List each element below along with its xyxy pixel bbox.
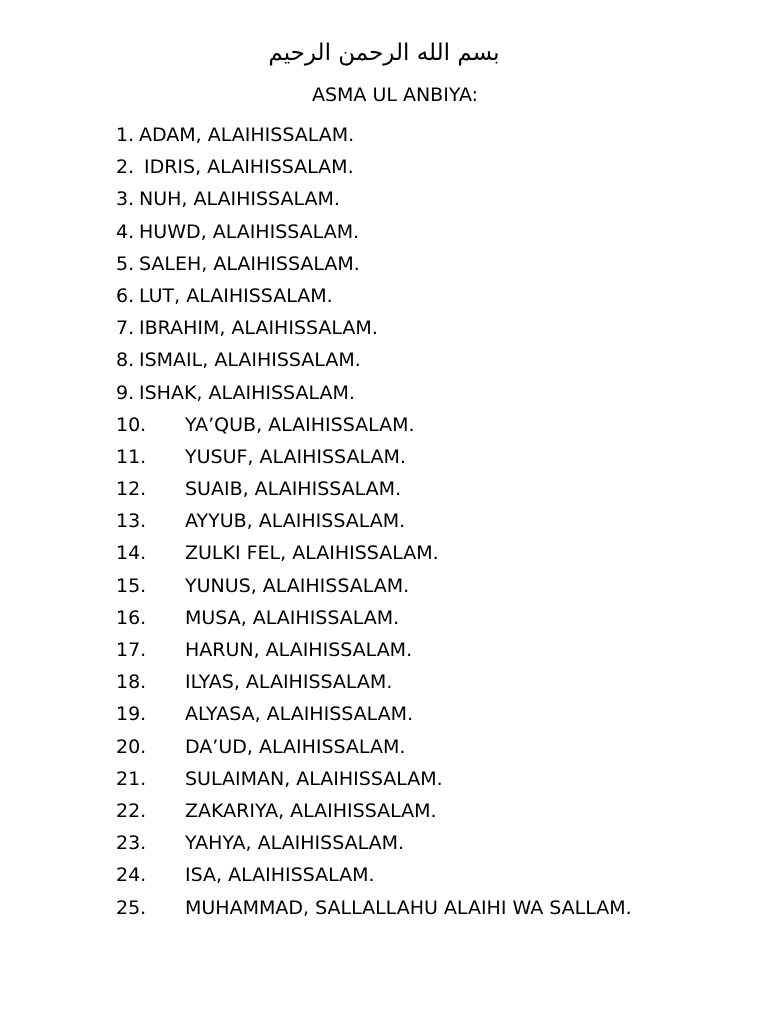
item-text: MUSA, ALAIHISSALAM. (185, 606, 400, 629)
bismillah-heading: بسم الله الرحمن الرحيم (268, 40, 500, 66)
item-number: 1. (116, 124, 135, 146)
item-number: 12. (116, 478, 147, 501)
item-text: ZULKI FEL, ALAIHISSALAM. (185, 542, 439, 565)
item-number: 2. (116, 156, 135, 179)
item-number: 13. (116, 510, 147, 533)
item-number: 21. (116, 767, 147, 790)
item-text: YUSUF, ALAIHISSALAM. (185, 445, 406, 468)
item-text: ISMAIL, ALAIHISSALAM. (139, 349, 361, 372)
item-text: IBRAHIM, ALAIHISSALAM. (139, 317, 378, 340)
item-number: 14. (116, 542, 147, 565)
item-text: ISA, ALAIHISSALAM. (185, 864, 375, 887)
item-number: 8. (116, 349, 135, 372)
item-text: AYYUB, ALAIHISSALAM. (185, 510, 406, 533)
item-text: MUHAMMAD, SALLALLAHU ALAIHI WA SALLAM. (185, 896, 632, 919)
item-number: 6. (116, 284, 135, 307)
item-text: SALEH, ALAIHISSALAM. (139, 252, 360, 275)
item-number: 16. (116, 606, 147, 629)
item-text: SUAIB, ALAIHISSALAM. (185, 478, 402, 501)
item-text: ALYASA, ALAIHISSALAM. (185, 703, 414, 726)
item-text: DA’UD, ALAIHISSALAM. (185, 735, 406, 758)
item-text: NUH, ALAIHISSALAM. (139, 188, 340, 211)
item-number: 19. (116, 703, 147, 726)
item-number: 20. (116, 735, 147, 758)
item-number: 7. (116, 317, 135, 340)
item-text: ZAKARIYA, ALAIHISSALAM. (185, 799, 437, 822)
item-number: 11. (116, 445, 147, 468)
item-text: HARUN, ALAIHISSALAM. (185, 639, 413, 661)
item-number: 10. (116, 413, 147, 436)
item-text: YA’QUB, ALAIHISSALAM. (185, 413, 415, 436)
item-text: YUNUS, ALAIHISSALAM. (185, 574, 410, 597)
item-number: 4. (116, 220, 135, 243)
item-number: 22. (116, 799, 147, 822)
item-text: SULAIMAN, ALAIHISSALAM. (185, 767, 443, 790)
item-text: ADAM, ALAIHISSALAM. (139, 124, 355, 146)
item-text: ISHAK, ALAIHISSALAM. (139, 381, 355, 404)
item-text: HUWD, ALAIHISSALAM. (139, 220, 360, 243)
item-number: 25. (116, 896, 147, 919)
item-number: 15. (116, 574, 147, 597)
item-number: 9. (116, 381, 135, 404)
item-number: 17. (116, 639, 147, 661)
page-title: ASMA UL ANBIYA: (311, 84, 479, 106)
item-number: 5. (116, 252, 135, 275)
item-number: 23. (116, 832, 147, 855)
item-text: IDRIS, ALAIHISSALAM. (144, 156, 354, 179)
item-number: 18. (116, 671, 147, 694)
item-number: 3. (116, 188, 135, 211)
item-text: ILYAS, ALAIHISSALAM. (185, 671, 393, 694)
item-text: LUT, ALAIHISSALAM. (139, 284, 333, 307)
item-number: 24. (116, 864, 147, 887)
item-text: YAHYA, ALAIHISSALAM. (185, 832, 405, 855)
